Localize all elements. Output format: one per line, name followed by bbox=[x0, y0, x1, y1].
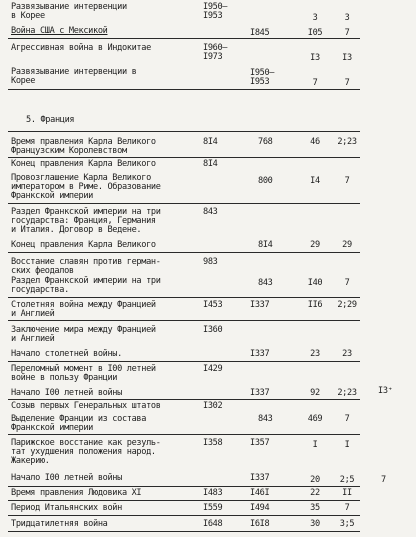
row-divider bbox=[8, 361, 360, 362]
year-end: I360 bbox=[203, 325, 223, 335]
row-divider bbox=[8, 531, 360, 532]
event-text: тат ухудшения положения народ. bbox=[11, 447, 156, 457]
value-col3: 469 bbox=[307, 414, 323, 424]
value-col4: 23 bbox=[342, 349, 352, 359]
event-text: Выделение Франции из состава bbox=[11, 414, 147, 424]
event-text: ских феодалов bbox=[11, 266, 74, 276]
event-text: и Англией bbox=[11, 334, 55, 344]
event-text: Заключение мира между Францией bbox=[11, 325, 156, 335]
value-col4: 7 bbox=[344, 28, 350, 38]
value-col4: I bbox=[344, 440, 350, 450]
value-col3: 3 bbox=[312, 13, 318, 23]
value-col4: 2;5 bbox=[339, 475, 355, 485]
row-divider bbox=[8, 434, 360, 435]
event-text: государства. bbox=[11, 285, 69, 295]
year-end: I953 bbox=[203, 11, 223, 21]
year-end: I960– bbox=[203, 43, 228, 53]
value-col4: 2;29 bbox=[337, 300, 357, 310]
event-text: Война США с Мексикой bbox=[11, 26, 108, 36]
event-text: Раздел Франкской империи на три bbox=[11, 276, 161, 286]
value-col3: 30 bbox=[310, 519, 320, 529]
year-start: I337 bbox=[250, 473, 270, 483]
event-text: Агрессивная война в Индокитае bbox=[11, 43, 151, 53]
year-end: 843 bbox=[203, 207, 218, 217]
event-text: Провозглашение Карла Великого bbox=[11, 173, 151, 183]
event-text: Развязывание интервенции bbox=[11, 2, 127, 12]
event-text: Конец правления Карла Великого bbox=[11, 240, 156, 250]
value-col4: 2;23 bbox=[337, 137, 357, 147]
value-col5: I3⁺ bbox=[378, 386, 393, 396]
row-divider bbox=[8, 89, 360, 90]
year-end: 983 bbox=[203, 257, 218, 267]
event-text: императором в Риме. Образование bbox=[11, 182, 161, 192]
value-col3: I3 bbox=[310, 53, 320, 63]
year-start: 843 bbox=[258, 414, 273, 424]
value-col4: 7 bbox=[344, 176, 350, 186]
value-col3: 35 bbox=[310, 503, 320, 513]
value-col4: 7 bbox=[344, 414, 350, 424]
event-text: Корее bbox=[11, 76, 36, 86]
year-end: I358 bbox=[203, 438, 223, 448]
row-divider bbox=[8, 203, 360, 204]
year-start: I337 bbox=[250, 349, 270, 359]
event-text: в Корее bbox=[11, 11, 45, 21]
event-text: Парижское восстание как резуль- bbox=[11, 438, 161, 448]
value-col3: I bbox=[312, 440, 318, 450]
event-text: Период Итальянских войн bbox=[11, 503, 122, 513]
section-heading: 5. Франция bbox=[26, 115, 75, 125]
event-text: Жакерию. bbox=[11, 456, 50, 466]
value-col4: 3 bbox=[344, 13, 350, 23]
row-divider bbox=[8, 131, 360, 132]
year-end: I950– bbox=[203, 2, 228, 12]
event-text: войне в пользу Франции bbox=[11, 373, 118, 383]
event-text: Время правления Карла Великого bbox=[11, 137, 156, 147]
value-col3: I05 bbox=[307, 28, 323, 38]
event-text: Раздел Франкской империи на три bbox=[11, 207, 161, 217]
value-col4: II bbox=[342, 488, 352, 498]
year-start: I337 bbox=[250, 300, 270, 310]
value-col3: 46 bbox=[310, 137, 320, 147]
event-text: Восстание славян против герман- bbox=[11, 257, 161, 267]
event-text: Начало I00 летней войны bbox=[11, 388, 122, 398]
year-end: 8I4 bbox=[203, 137, 218, 147]
value-col4: 7 bbox=[344, 503, 350, 513]
value-col3: 23 bbox=[310, 349, 320, 359]
value-col4: 3;5 bbox=[339, 519, 355, 529]
event-text: Развязывание интервенции в bbox=[11, 67, 137, 77]
year-end: I429 bbox=[203, 364, 223, 374]
year-end: I302 bbox=[203, 401, 223, 411]
event-text: Столетняя война между Францией bbox=[11, 300, 156, 310]
event-text: Начало I00 летней войны bbox=[11, 473, 122, 483]
row-divider bbox=[8, 38, 360, 39]
value-col4: 7 bbox=[344, 78, 350, 88]
row-divider bbox=[8, 399, 360, 400]
event-text: государства: Франция, Германия bbox=[11, 216, 156, 226]
event-text: Конец правления Карла Великого bbox=[11, 159, 156, 169]
row-divider bbox=[8, 515, 360, 516]
year-end: 8I4 bbox=[203, 159, 218, 169]
row-divider bbox=[8, 252, 360, 253]
year-end: I483 bbox=[203, 488, 223, 498]
value-col4: 7 bbox=[344, 278, 350, 288]
year-start: 8I4 bbox=[258, 240, 273, 250]
value-col3: 22 bbox=[310, 488, 320, 498]
value-col3: I4 bbox=[310, 176, 320, 186]
year-start: I46I bbox=[250, 488, 270, 498]
event-text: Созыв первых Генеральных штатов bbox=[11, 401, 161, 411]
year-start: I950– I953 bbox=[250, 68, 275, 88]
year-start: I6I8 bbox=[250, 519, 270, 529]
event-text: и Англией bbox=[11, 309, 55, 319]
row-divider bbox=[8, 486, 360, 487]
value-col3: I40 bbox=[307, 278, 323, 288]
value-col4: I3 bbox=[342, 53, 352, 63]
year-start: I845 bbox=[250, 28, 270, 38]
event-text: Время правления Людовика XI bbox=[11, 488, 142, 498]
row-divider bbox=[8, 320, 360, 321]
event-text: Начало столетней войны. bbox=[11, 349, 122, 359]
year-start: 843 bbox=[258, 278, 273, 288]
year-end: I648 bbox=[203, 519, 223, 529]
year-start: I494 bbox=[250, 503, 270, 513]
value-col3: 92 bbox=[310, 388, 320, 398]
value-col4: 2;23 bbox=[337, 388, 357, 398]
year-start: I357 bbox=[250, 438, 270, 448]
value-col3: 20 bbox=[310, 475, 320, 485]
event-text: Тридцатилетняя война bbox=[11, 519, 108, 529]
year-start: 800 bbox=[258, 176, 273, 186]
row-divider bbox=[8, 157, 360, 158]
event-text: Французским Королевством bbox=[11, 146, 127, 156]
year-start: I337 bbox=[250, 388, 270, 398]
event-text: Франкской империи bbox=[11, 191, 94, 201]
event-text: Франкской империи bbox=[11, 423, 94, 433]
year-end: I559 bbox=[203, 503, 223, 513]
row-divider bbox=[8, 297, 360, 298]
value-col3: 7 bbox=[312, 78, 318, 88]
year-end: I973 bbox=[203, 52, 223, 62]
value-col5: 7 bbox=[381, 475, 386, 485]
value-col4: 29 bbox=[342, 240, 352, 250]
value-col3: II6 bbox=[307, 300, 323, 310]
event-text: Переломный момент в I00 летней bbox=[11, 364, 156, 374]
event-text: и Италия. Договор в Ведене. bbox=[11, 225, 142, 235]
value-col3: 29 bbox=[310, 240, 320, 250]
year-end: I453 bbox=[203, 300, 223, 310]
year-start: 768 bbox=[258, 137, 273, 147]
row-divider bbox=[8, 500, 360, 501]
